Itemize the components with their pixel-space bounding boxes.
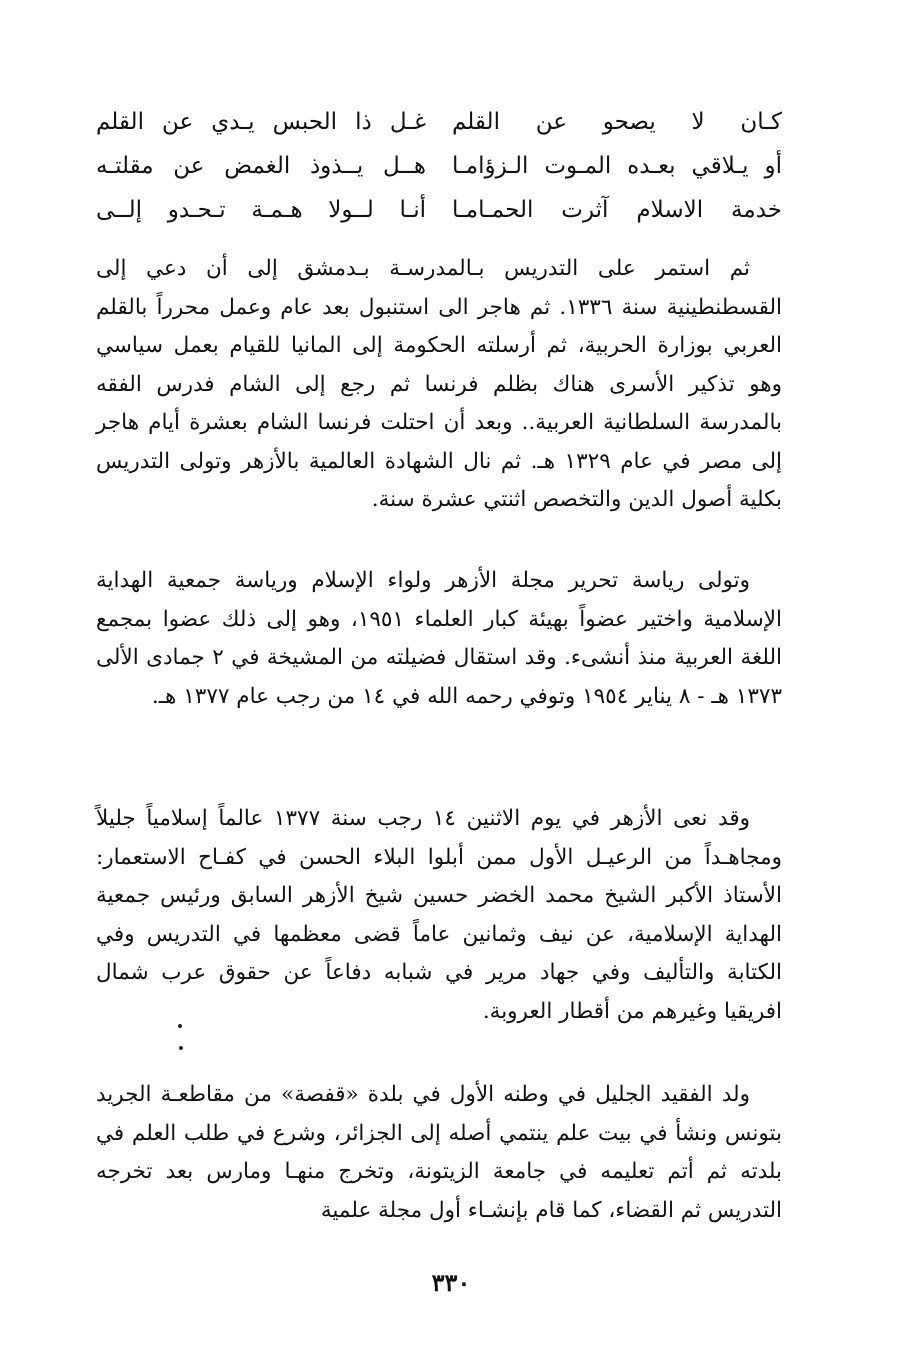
poem-verse xyxy=(96,100,782,144)
poem-verse xyxy=(96,188,782,232)
body-paragraph: وتولى رياسة تحرير مجلة الأزهر ولواء الإسلام ورياسة جمعية الهداية الإسلامية واختير عضواً بهيئة كبار العلماء ١٩٥١، وهو إلى ذلك عضوا بمجمع اللغة العربية منذ أنشىء. وقد استقال فضيلته من المشيخة في ٢ جمادى الألى ١٣٧٣ هـ - ٨ يناير ١٩٥٤ وتوفي رحمه الله في ١٤ من رجب عام ١٣٧٧ هـ. xyxy=(96,568,782,709)
verse-second-hemistich: غـل ذا الحبس يـدي عن القلم xyxy=(96,109,426,135)
ink-speck xyxy=(178,1024,182,1028)
verse-first-hemistich: أو يـلاقي بعـده المـوت الـزؤامـا xyxy=(452,153,782,179)
poem-verse xyxy=(96,144,782,188)
body-paragraph: ثم استمر على التدريس بـالمدرسـة بـدمشق إلى أن دعي إلى القسطنطينية سنة ١٣٣٦. ثم هاجر الى استنبول بعد عام وعمل محرراً بالقلم العربي بوزارة الحربية، ثم أرسلته الحكومة إلى المانيا للقيام بعمل سياسي وهو تذكير الأسرى هناك بظلم فرنسا ثم رجع إلى الشام فدرس الفقه بالمدرسة السلطانية العربية.. وبعد أن احتلت فرنسا الشام بعشرة أيام هاجر إلى مصر في عام ١٣٢٩ هـ. ثم نال الشهادة العالمية بالأزهر وتولى التدريس بكلية أصول الدين والتخصص اثنتي عشرة سنة. xyxy=(96,256,783,512)
verse-first-hemistich: خدمة الاسلام آثرت الحمـامـا xyxy=(452,197,782,223)
verse-first-hemistich: كـان لا يصحو عن القلم xyxy=(452,109,782,135)
ink-speck xyxy=(179,1046,183,1050)
body-paragraph: وقد نعى الأزهر في يوم الاثنين ١٤ رجب سنة ١٣٧٧ عالماً إسلامياً جليلاً ومجاهـداً من الرعيـل الأول ممن أبلوا البلاء الحسن في كفـاح الاستعمار: الأستاذ الأكبر الشيخ محمد الخضر حسين شيخ الأزهر السابق ورئيس جمعية الهداية الإسلامية، عن نيف وثمانين عاماً قضى معظمها في التدريس وفي الكتابة والتأليف وفي جهاد مرير في شبابه دفاعاً عن حقوق عرب شمال افريقيا وغيرهم من أقطار العروبة. xyxy=(96,806,782,1024)
body-paragraph: ولد الفقيد الجليل في وطنه الأول في بلدة «قفصة» من مقاطعـة الجريد بتونس ونشأ في بيت علم ينتمي أصله إلى الجزائر، وشرع في طلب العلم في بلدته ثم أتم تعليمه في جامعة الزيتونة، وتخرج منهـا ومارس بعد تخرجه التدريس ثم القضاء، كما قام بإنشـاء أول مجلة علمية xyxy=(96,1082,782,1223)
verse-second-hemistich: هــل يــذوذ الغمض عن مقلتـه xyxy=(96,153,426,179)
page-number: ٣٣٠ xyxy=(431,1268,471,1297)
poem-block xyxy=(96,100,782,232)
verse-second-hemistich: أنـا لــولا هـمـة تـحـدو إلــى xyxy=(96,197,426,223)
